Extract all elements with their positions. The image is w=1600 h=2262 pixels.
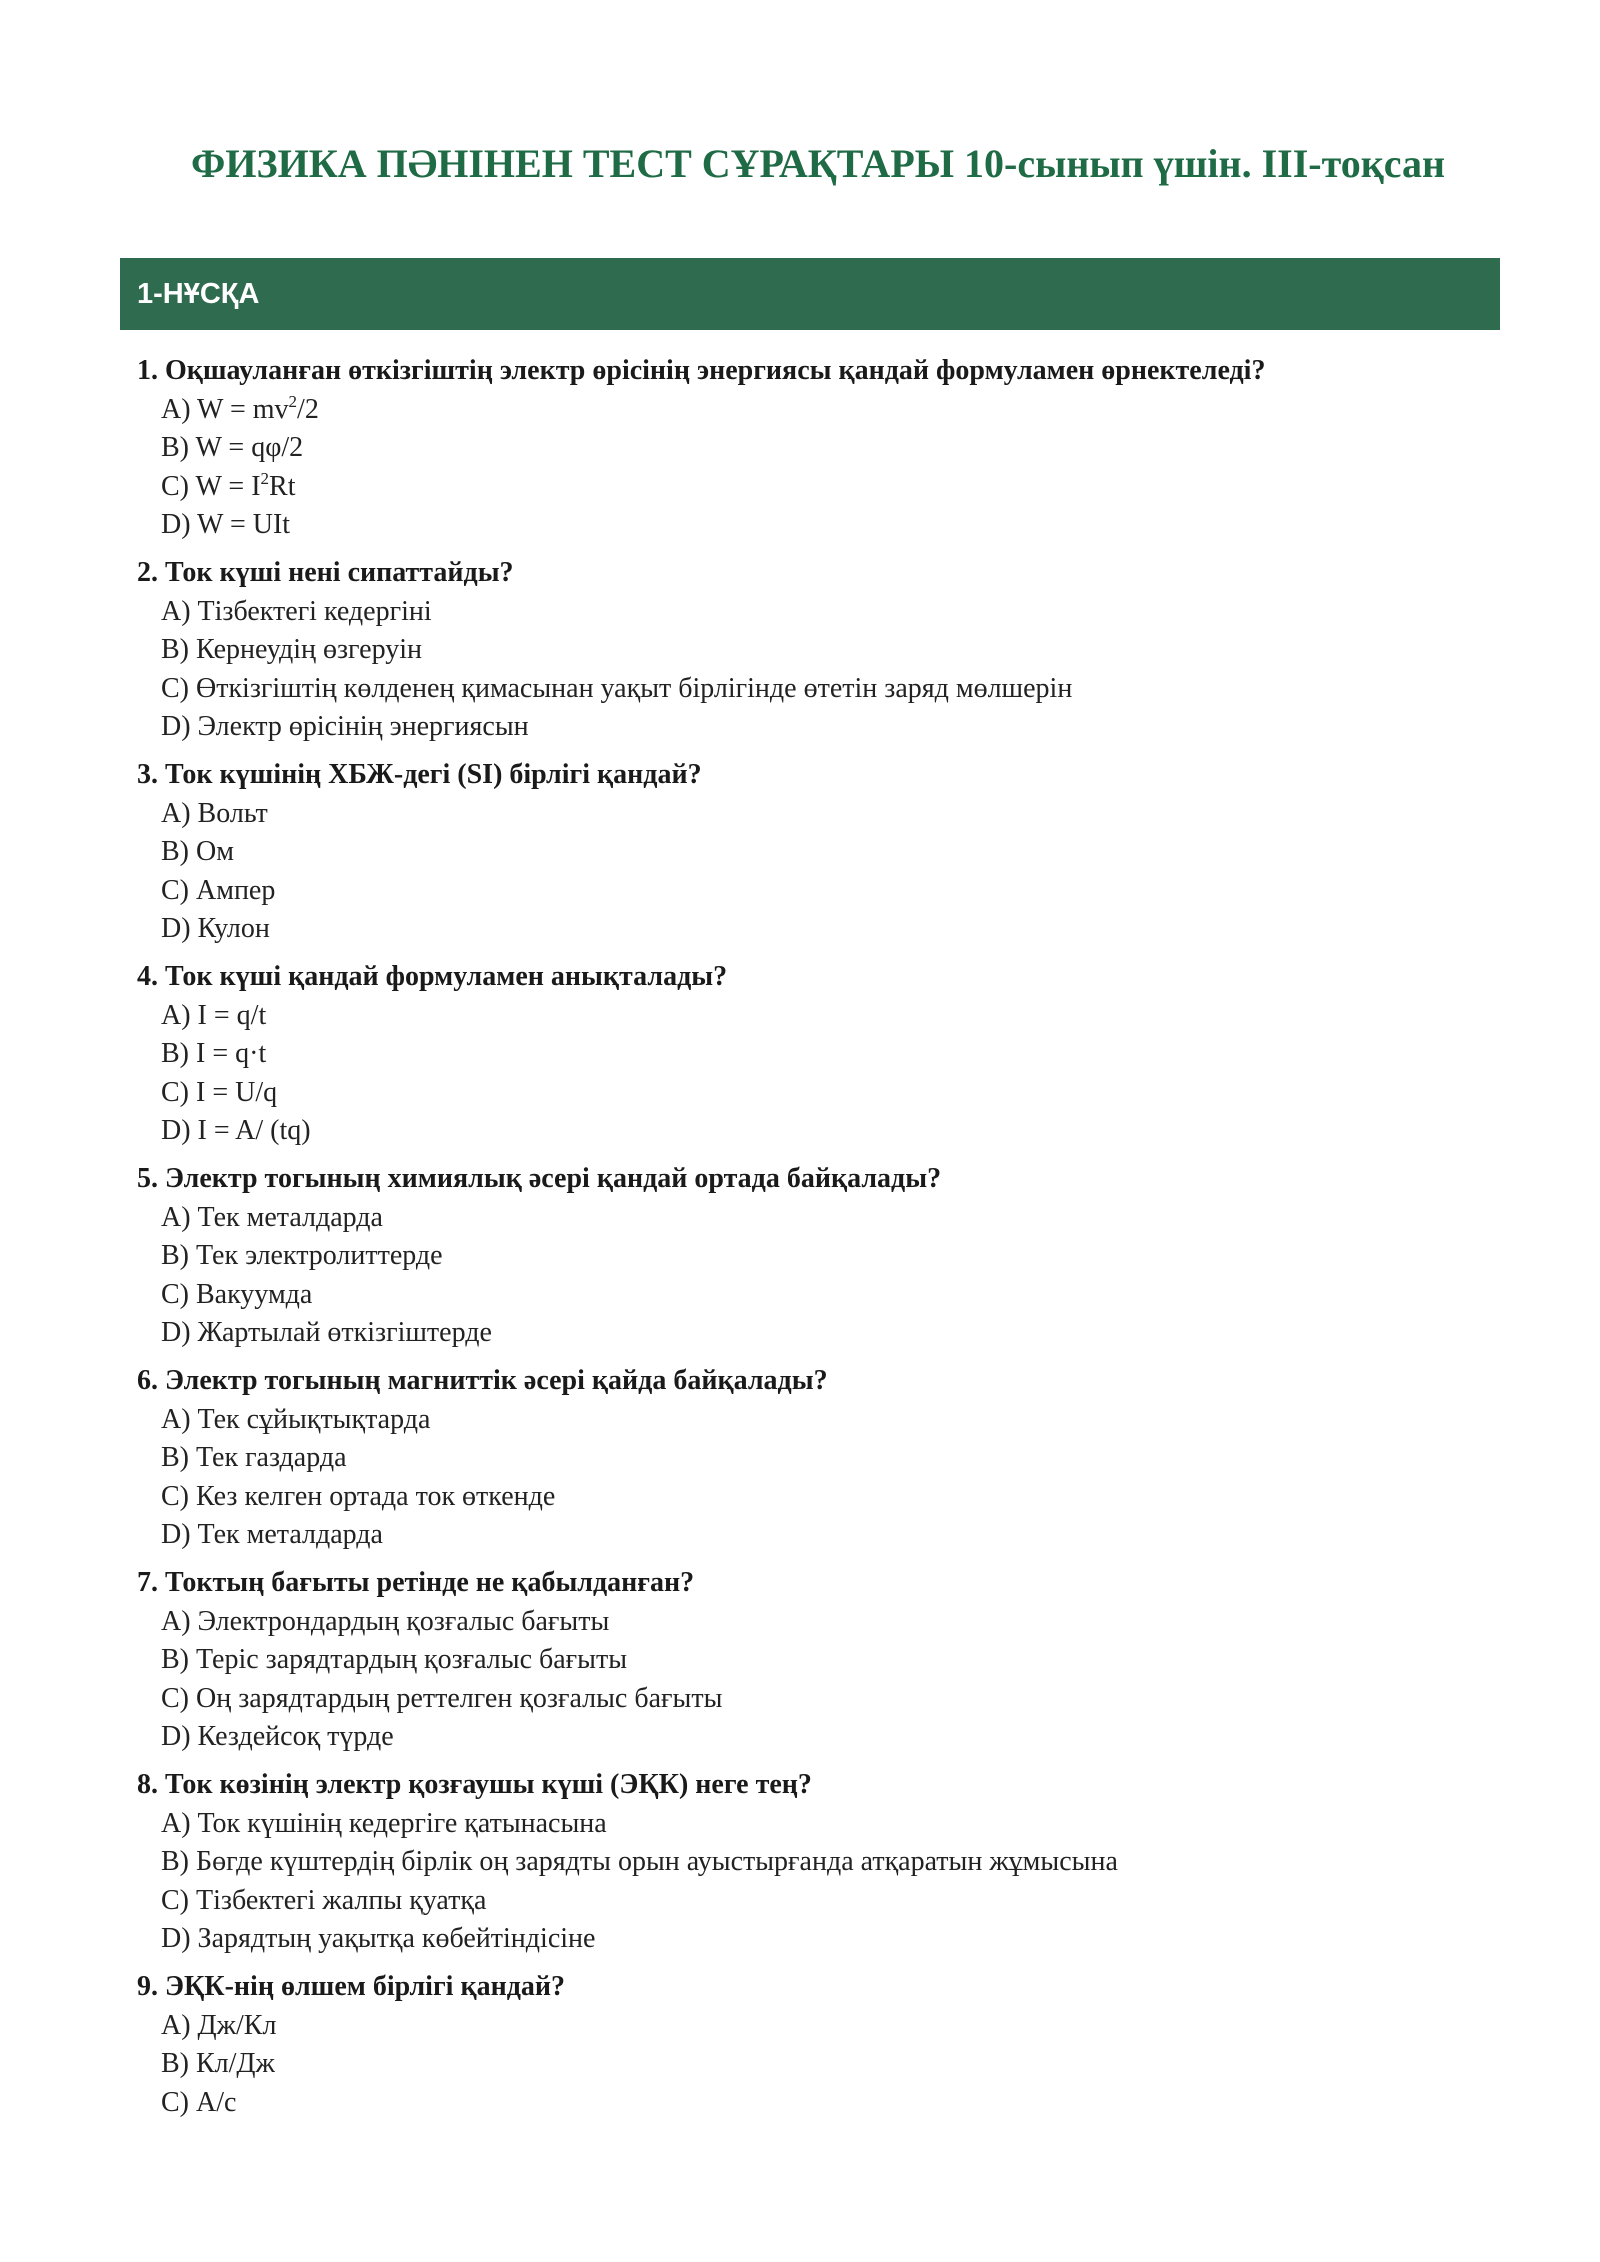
answer-option [161,1237,1477,1276]
answer-options [137,2007,1477,2123]
option-text-suffix: /2 [297,393,319,425]
option-label: D) [161,1923,191,1954]
option-text: I = q/t [197,999,267,1031]
option-text: I = U/q [196,1076,278,1108]
answer-option [161,1439,1477,1478]
question-text [137,1362,1477,1401]
option-label: A) [161,1403,191,1435]
option-superscript: 2 [260,468,270,488]
option-text-suffix: Rt [269,470,296,502]
question-list [137,352,1477,2132]
question-number: 2. [137,557,158,588]
option-text: I = A/ (tq) [197,1115,311,1146]
answer-option [161,1843,1477,1882]
option-label: A) [161,999,191,1031]
option-text: Өткізгіштің көлденең қимасынан уақыт бірлігінде өтетін заряд мөлшерін [196,672,1073,704]
option-text: W = mv [197,393,289,425]
answer-options [137,593,1477,747]
question-8 [137,1766,1477,1959]
question-body: Оқшауланған өткізгіштің электр өрісінің энергиясы қандай формуламен өрнектеледі? [165,355,1266,386]
option-text: Тек газдарда [196,1442,347,1473]
question-number: 7. [137,1567,158,1598]
answer-options [137,1401,1477,1555]
option-label: C) [161,2086,189,2118]
question-text [137,1564,1477,1603]
question-text [137,554,1477,593]
option-label: D) [161,1721,191,1752]
option-text: Кернеудің өзгеруін [196,634,422,665]
answer-option [161,2007,1477,2046]
variant-label: 1-НҰСҚА [137,277,260,310]
option-text: Электр өрісінің энергиясын [197,711,529,742]
option-label: D) [161,1519,191,1550]
option-text: Ампер [196,874,276,906]
option-text: Жартылай өткізгіштерде [197,1317,492,1348]
option-text: Тек металдарда [197,1519,383,1550]
option-text: А/с [196,2086,237,2118]
option-label: C) [161,874,189,906]
answer-option [161,1680,1477,1719]
answer-option [161,997,1477,1036]
option-label: A) [161,1201,191,1233]
answer-option [161,429,1477,468]
answer-options [137,1805,1477,1959]
question-body: Ток көзінің электр қозғаушы күші (ЭҚК) неге тең? [165,1769,812,1800]
option-label: A) [161,797,191,829]
question-text [137,1766,1477,1805]
option-label: C) [161,1884,189,1916]
question-number: 6. [137,1365,158,1396]
answer-option [161,631,1477,670]
answer-option [161,708,1477,747]
option-text: Вакуумда [196,1278,313,1310]
answer-option [161,1882,1477,1921]
question-7 [137,1564,1477,1757]
question-text [137,352,1477,391]
option-label: B) [161,836,189,867]
option-label: C) [161,470,189,502]
option-text: W = I [195,470,261,502]
option-text: Тізбектегі кедергіні [197,595,432,627]
answer-option [161,1478,1477,1517]
answer-option [161,2084,1477,2123]
option-text: Дж/Кл [197,2009,277,2041]
answer-option [161,1603,1477,1642]
option-text: Ток күшінің кедергіге қатынасына [197,1807,607,1839]
question-text [137,1160,1477,1199]
option-superscript: 2 [288,391,298,411]
option-text: Кездейсоқ түрде [197,1721,394,1752]
answer-option [161,795,1477,834]
answer-options [137,391,1477,545]
option-label: C) [161,1278,189,1310]
question-9 [137,1968,1477,2122]
answer-option [161,468,1477,507]
answer-option [161,1276,1477,1315]
option-text: Кулон [197,913,270,944]
answer-option [161,1199,1477,1238]
option-label: A) [161,1807,191,1839]
option-label: A) [161,393,191,425]
question-text [137,958,1477,997]
question-5 [137,1160,1477,1353]
answer-option [161,1516,1477,1555]
question-body: Электр тогының магниттік әсері қайда байқалады? [165,1365,828,1396]
option-label: D) [161,711,191,742]
answer-option [161,833,1477,872]
question-2 [137,554,1477,747]
option-label: C) [161,1076,189,1108]
option-label: B) [161,1644,189,1675]
option-text: W = qφ/2 [195,432,304,463]
answer-option [161,593,1477,632]
option-label: D) [161,509,191,540]
option-label: B) [161,1846,189,1877]
option-text: Теріс зарядтардың қозғалыс бағыты [196,1644,628,1675]
answer-option [161,1718,1477,1757]
option-text: Кл/Дж [196,2048,275,2079]
answer-option [161,1401,1477,1440]
answer-option [161,506,1477,545]
option-text: Тек электролиттерде [196,1240,443,1271]
document-title: ФИЗИКА ПӘНІНЕН ТЕСТ СҰРАҚТАРЫ 10-сынып үшін. ІІІ-тоқсан [191,141,1446,186]
option-text: Вольт [197,797,268,829]
option-label: D) [161,1317,191,1348]
answer-option [161,391,1477,430]
question-number: 8. [137,1769,158,1800]
answer-options [137,997,1477,1151]
answer-option [161,2045,1477,2084]
answer-option [161,872,1477,911]
question-body: Электр тогының химиялық әсері қандай ортада байқалады? [165,1163,942,1194]
option-label: D) [161,1115,191,1146]
option-label: B) [161,2048,189,2079]
option-text: W = UIt [197,509,291,540]
option-label: A) [161,2009,191,2041]
question-body: Ток күші нені сипаттайды? [165,557,514,588]
answer-option [161,1920,1477,1959]
question-number: 4. [137,961,158,992]
question-1 [137,352,1477,545]
answer-options [137,1603,1477,1757]
question-number: 3. [137,759,158,790]
option-text: Тек сұйықтықтарда [197,1403,431,1435]
answer-option [161,1314,1477,1353]
option-text: Кез келген ортада ток өткенде [196,1480,556,1512]
option-text: I = q·t [196,1038,267,1069]
question-body: ЭҚК-нің өлшем бірлігі қандай? [165,1971,566,2002]
question-number: 9. [137,1971,158,2002]
answer-option [161,1641,1477,1680]
question-number: 5. [137,1163,158,1194]
answer-option [161,910,1477,949]
answer-options [137,795,1477,949]
option-text: Тізбектегі жалпы қуатқа [196,1884,487,1916]
question-body: Ток күші қандай формуламен анықталады? [165,961,728,992]
option-text: Ом [196,836,234,867]
option-label: B) [161,1038,189,1069]
option-label: B) [161,432,189,463]
option-label: C) [161,1480,189,1512]
variant-banner [120,258,1500,330]
question-6 [137,1362,1477,1555]
question-text [137,756,1477,795]
answer-options [137,1199,1477,1353]
option-text: Зарядтың уақытқа көбейтіндісіне [197,1923,596,1954]
option-label: B) [161,1442,189,1473]
option-text: Электрондардың қозғалыс бағыты [197,1605,610,1637]
option-label: D) [161,913,191,944]
answer-option [161,1074,1477,1113]
question-body: Токтың бағыты ретінде не қабылданған? [165,1567,695,1598]
question-3 [137,756,1477,949]
question-4 [137,958,1477,1151]
option-label: C) [161,672,189,704]
option-label: A) [161,595,191,627]
option-label: B) [161,634,189,665]
option-text: Бөгде күштердің бірлік оң зарядты орын ауыстырғанда атқаратын жұмысына [196,1846,1118,1877]
option-label: A) [161,1605,191,1637]
answer-option [161,1805,1477,1844]
question-text [137,1968,1477,2007]
question-body: Ток күшінің ХБЖ-дегі (SI) бірлігі қандай? [165,759,702,790]
option-label: B) [161,1240,189,1271]
option-text: Тек металдарда [197,1201,383,1233]
option-label: C) [161,1682,189,1714]
answer-option [161,1035,1477,1074]
question-number: 1. [137,355,158,386]
answer-option [161,670,1477,709]
answer-option [161,1112,1477,1151]
option-text: Оң зарядтардың реттелген қозғалыс бағыты [196,1682,723,1714]
